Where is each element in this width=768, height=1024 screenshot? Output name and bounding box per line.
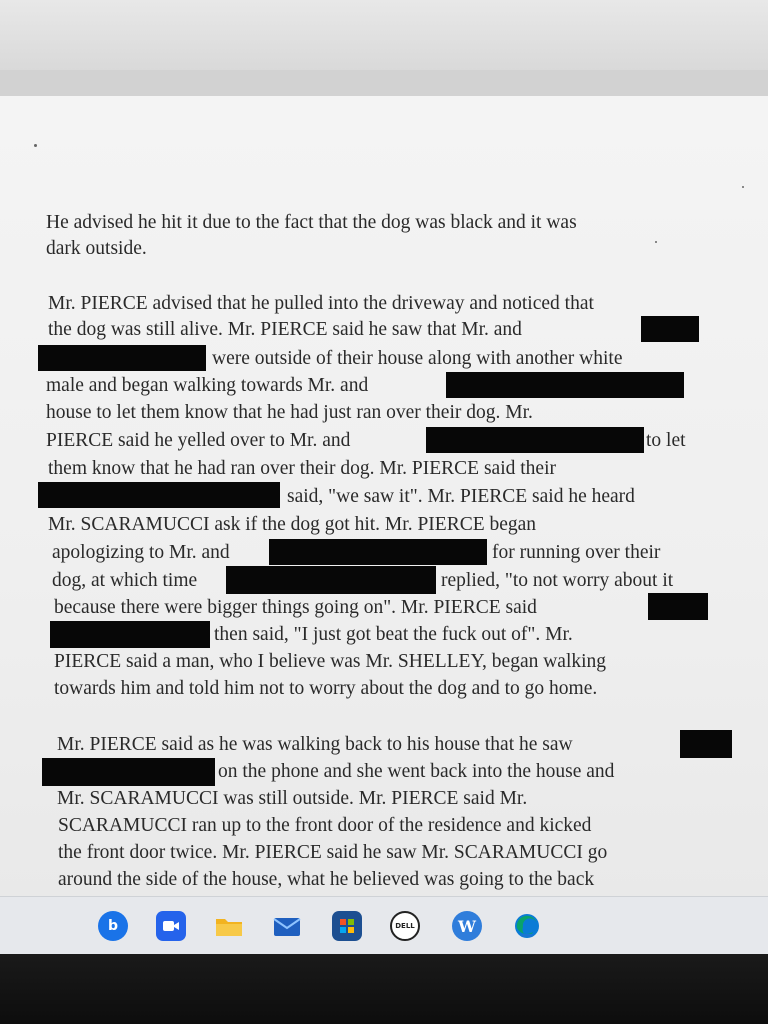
file-explorer-icon[interactable] xyxy=(214,911,244,941)
text-line: because there were bigger things going on". Mr. PIERCE said xyxy=(54,597,537,618)
text-line: said, "we saw it". Mr. PIERCE said he heard xyxy=(287,486,635,507)
active-indicator xyxy=(521,934,533,937)
redaction-box xyxy=(680,730,732,758)
document-page xyxy=(0,96,768,896)
store-icon[interactable] xyxy=(332,911,362,941)
store-glyph xyxy=(338,917,356,935)
window-top-strip xyxy=(0,70,768,96)
text-line: PIERCE said he yelled over to Mr. and xyxy=(46,430,351,451)
folder-glyph xyxy=(214,914,244,938)
text-line: then said, "I just got beat the fuck out of". Mr. xyxy=(214,624,573,645)
envelope-glyph xyxy=(272,914,302,938)
dell-icon-label: DELL xyxy=(395,922,415,930)
dell-icon[interactable] xyxy=(390,911,420,941)
text-line: replied, "to not worry about it xyxy=(441,570,674,591)
redaction-box xyxy=(446,372,684,398)
text-line: them know that he had ran over their dog. Mr. PIERCE said their xyxy=(48,458,556,479)
text-line: for running over their xyxy=(492,542,661,563)
wordpress-icon-label: W xyxy=(458,916,476,936)
redaction-box xyxy=(50,621,210,648)
text-line: Mr. SCARAMUCCI was still outside. Mr. PIERCE said Mr. xyxy=(57,788,528,809)
redaction-box xyxy=(38,482,280,508)
text-line: were outside of their house along with another white xyxy=(212,348,623,369)
teams-icon[interactable] xyxy=(156,911,186,941)
text-line: to let xyxy=(646,430,686,451)
monitor-top-area xyxy=(0,0,768,70)
monitor-bezel xyxy=(0,954,768,1024)
text-line: Mr. SCARAMUCCI ask if the dog got hit. Mr. PIERCE began xyxy=(48,514,537,535)
text-line: He advised he hit it due to the fact that the dog was black and it was xyxy=(46,212,577,233)
text-line: house to let them know that he had just ran over their dog. Mr. xyxy=(46,402,533,423)
text-line: on the phone and she went back into the house and xyxy=(218,761,615,782)
text-line: SCARAMUCCI ran up to the front door of the residence and kicked xyxy=(58,815,592,836)
bing-icon-label: b xyxy=(107,918,119,934)
edge-icon[interactable] xyxy=(512,911,542,941)
mail-icon[interactable] xyxy=(272,911,302,941)
redaction-box xyxy=(38,345,206,371)
text-line: the front door twice. Mr. PIERCE said he saw Mr. SCARAMUCCI go xyxy=(58,842,608,863)
text-line: towards him and told him not to worry about the dog and to go home. xyxy=(54,678,598,699)
text-line: Mr. PIERCE advised that he pulled into the driveway and noticed that xyxy=(48,293,594,314)
text-line: Mr. PIERCE said as he was walking back to his house that he saw xyxy=(57,734,573,755)
windows-taskbar xyxy=(0,896,768,955)
redaction-box xyxy=(648,593,708,620)
redaction-box xyxy=(269,539,487,565)
text-line: apologizing to Mr. and xyxy=(52,542,230,563)
document-body xyxy=(0,96,768,896)
bing-icon[interactable] xyxy=(98,911,128,941)
redaction-box xyxy=(426,427,644,453)
redaction-box xyxy=(42,758,215,786)
text-line: dark outside. xyxy=(46,238,147,259)
camera-glyph xyxy=(162,919,180,933)
text-line: around the side of the house, what he believed was going to the back xyxy=(58,869,595,890)
redaction-box xyxy=(641,316,699,342)
text-line: the dog was still alive. Mr. PIERCE said he saw that Mr. and xyxy=(48,319,522,340)
redaction-box xyxy=(226,566,436,594)
text-line: dog, at which time xyxy=(52,570,198,591)
wordpress-icon[interactable] xyxy=(452,911,482,941)
text-line: PIERCE said a man, who I believe was Mr. SHELLEY, began walking xyxy=(54,651,607,672)
text-line: male and began walking towards Mr. and xyxy=(46,375,369,396)
